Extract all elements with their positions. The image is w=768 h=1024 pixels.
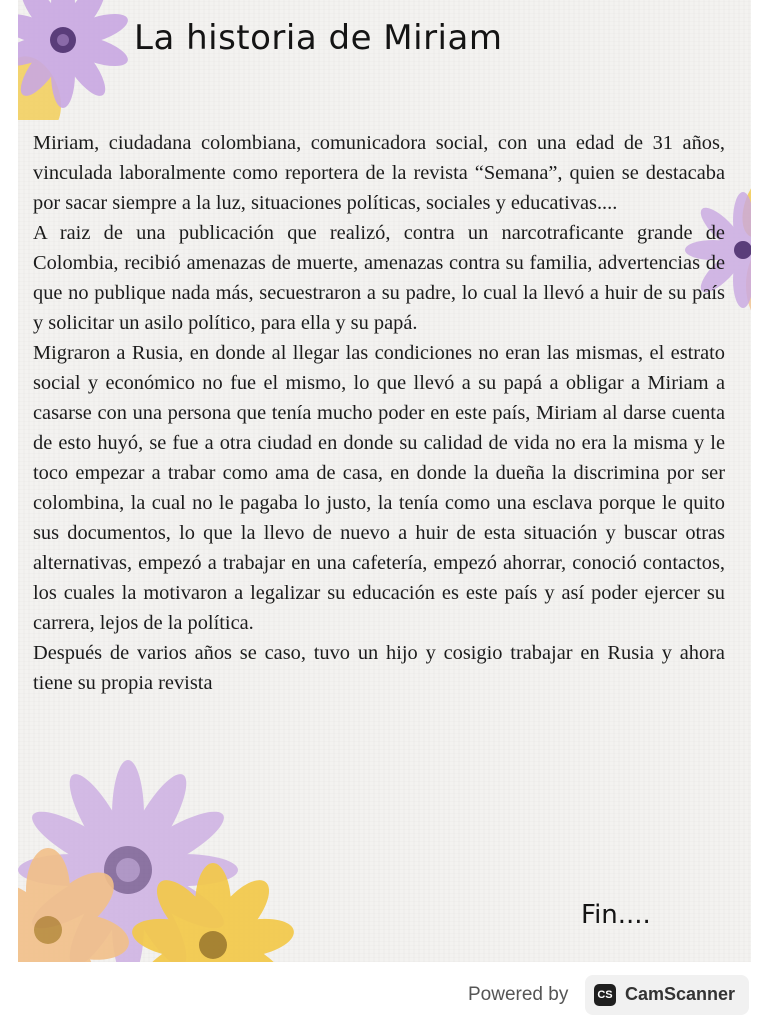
scanned-page xyxy=(18,0,751,962)
camscanner-badge xyxy=(585,975,749,1015)
camscanner-logo-icon: CS xyxy=(594,984,616,1006)
scanner-footer xyxy=(0,972,768,1016)
paragraph-4: Después de varios años se caso, tuvo un hijo y cosigio trabajar en Rusia y ahora tiene su propia revista xyxy=(33,642,725,694)
purple-flower-top-left xyxy=(18,0,138,120)
ending-text: Fin.... xyxy=(581,900,651,930)
flower-cluster-bottom-left xyxy=(18,760,318,962)
page-title: La historia de Miriam xyxy=(134,18,503,58)
paragraph-1: Miriam, ciudadana colombiana, comunicadora social, con una edad de 31 años, vinculada laboralmente como reportera de la revista “Semana”, quien se destacaba por sacar siempre a la luz, situaciones políticas, sociales y educativas.... xyxy=(33,132,725,214)
paragraph-2: A raiz de una publicación que realizó, contra un narcotraficante grande de Colombia, recibió amenazas de muerte, amenazas contra su familia, advertencias de que no publique nada más, secuestraron a su padre, lo cual la llevó a huir de su país y solicitar un asilo político, para ella y su papá. xyxy=(33,222,725,334)
camscanner-brand: CamScanner xyxy=(625,984,736,1004)
powered-by-label: Powered by xyxy=(468,984,569,1005)
paragraph-3: Migraron a Rusia, en donde al llegar las condiciones no eran las mismas, el estrato social y económico no fue el mismo, lo que llevó a su papá a obligar a Miriam a casarse con una persona que tenía mucho poder en este país, Miriam al darse cuenta de esto huyó, se fue a otra ciudad en donde su calidad de vida no era la misma y le toco empezar a trabar como ama de casa, en donde la dueña la discrimina por ser colombina, la cual no le pagaba lo justo, la tenía como una esclava porque le quito sus documentos, lo que la llevo de nuevo a huir de esta situación y buscar otras alternativas, empezó a trabajar en una cafetería, empezó ahorrar, conoció contactos, los cuales la motivaron a legalizar su educación es este país y así poder ejercer su carrera, lejos de la política. xyxy=(33,342,725,634)
story-text xyxy=(33,128,725,698)
